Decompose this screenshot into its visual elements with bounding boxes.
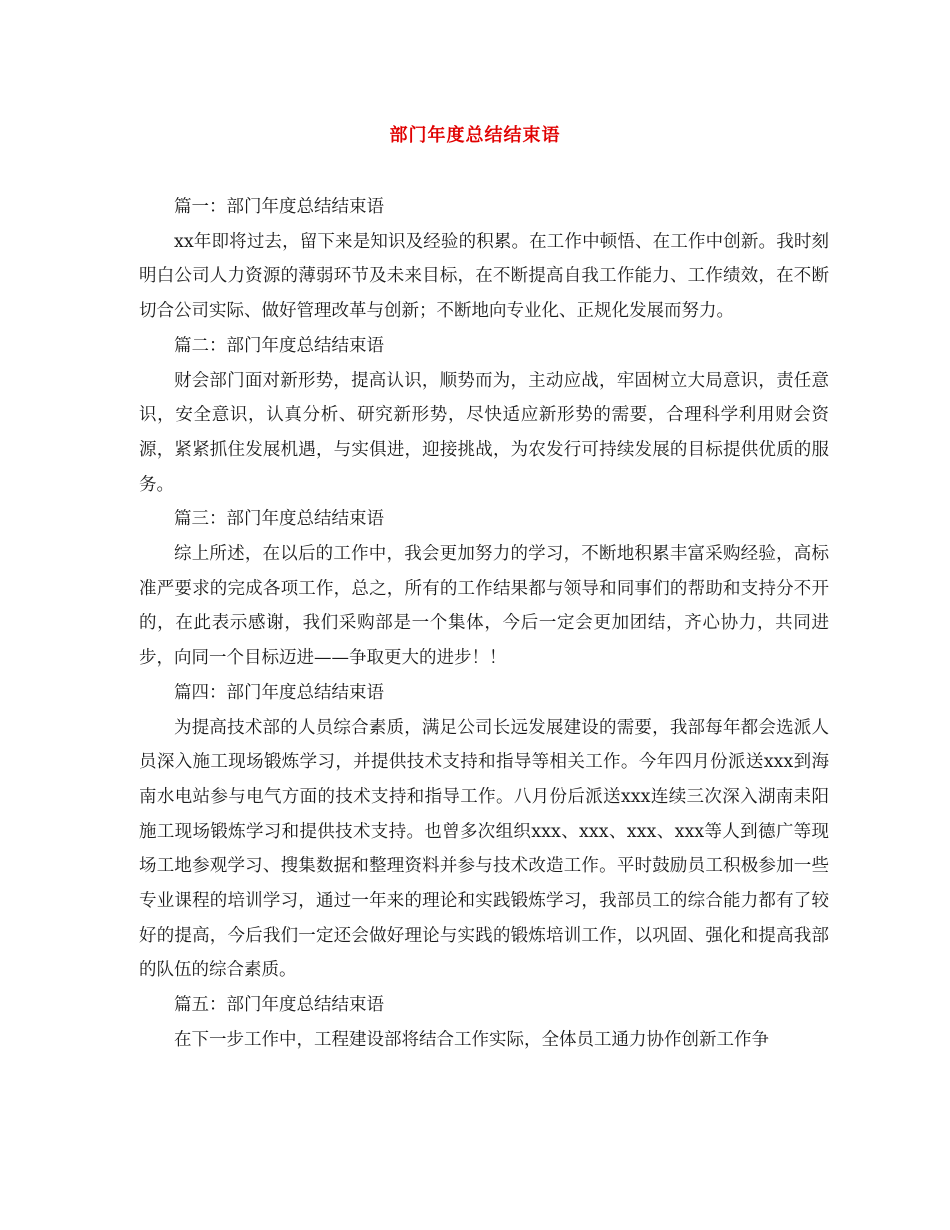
- section-heading-3: 篇三：部门年度总结结束语: [174, 509, 384, 530]
- section-paragraph-5: 在下一步工作中，工程建设部将结合工作实际，全体员工通力协作创新工作争: [174, 1029, 769, 1050]
- section-paragraph-2: 财会部门面对新形势，提高认识，顺势而为，主动应战，牢固树立大局意识，责任意识，安全意识，认真分析、研究新形势，尽快适应新形势的需要，合理科学利用财会资源，紧紧抓住发展机遇，与实俱进，迎接挑战，为农发行可持续发展的目标提供优质的服务。: [139, 370, 829, 495]
- section-paragraph-4: 为提高技术部的人员综合素质，满足公司长远发展建设的需要，我部每年都会选派人员深入施工现场锻炼学习，并提供技术支持和指导等相关工作。今年四月份派送xxx到海南水电站参与电气方面的技术支持和指导工作。八月份后派送xxx连续三次深入湖南耒阳施工现场锻炼学习和提供技术支持。也曾多次组织xxx、xxx、xxx、xxx等人到德广等现场工地参观学习、搜集数据和整理资料并参与技术改造工作。平时鼓励员工积极参加一些专业课程的培训学习，通过一年来的理论和实践锻炼学习，我部员工的综合能力都有了较好的提高，今后我们一定还会做好理论与实践的锻炼培训工作，以巩固、强化和提高我部的队伍的综合素质。: [139, 717, 829, 981]
- section-paragraph-1: xx年即将过去，留下来是知识及经验的积累。在工作中顿悟、在工作中创新。我时刻明白公司人力资源的薄弱环节及未来目标，在不断提高自我工作能力、工作绩效，在不断切合公司实际、做好管理改革与创新；不断地向专业化、正规化发展而努力。: [139, 231, 829, 322]
- section-heading-2: 篇二：部门年度总结结束语: [174, 335, 384, 356]
- section-paragraph-3: 综上所述，在以后的工作中，我会更加努力的学习，不断地积累丰富采购经验，高标准严要求的完成各项工作，总之，所有的工作结果都与领导和同事们的帮助和支持分不开的，在此表示感谢，我们采购部是一个集体，今后一定会更加团结，齐心协力，共同进步，向同一个目标迈进——争取更大的进步！！: [139, 544, 829, 669]
- section-heading-5: 篇五：部门年度总结结束语: [174, 995, 384, 1016]
- section-heading-1: 篇一：部门年度总结结束语: [174, 197, 384, 217]
- section-heading-4: 篇四：部门年度总结结束语: [174, 682, 384, 703]
- document-title: 部门年度总结结束语: [389, 125, 561, 146]
- document-body: [139, 190, 829, 1058]
